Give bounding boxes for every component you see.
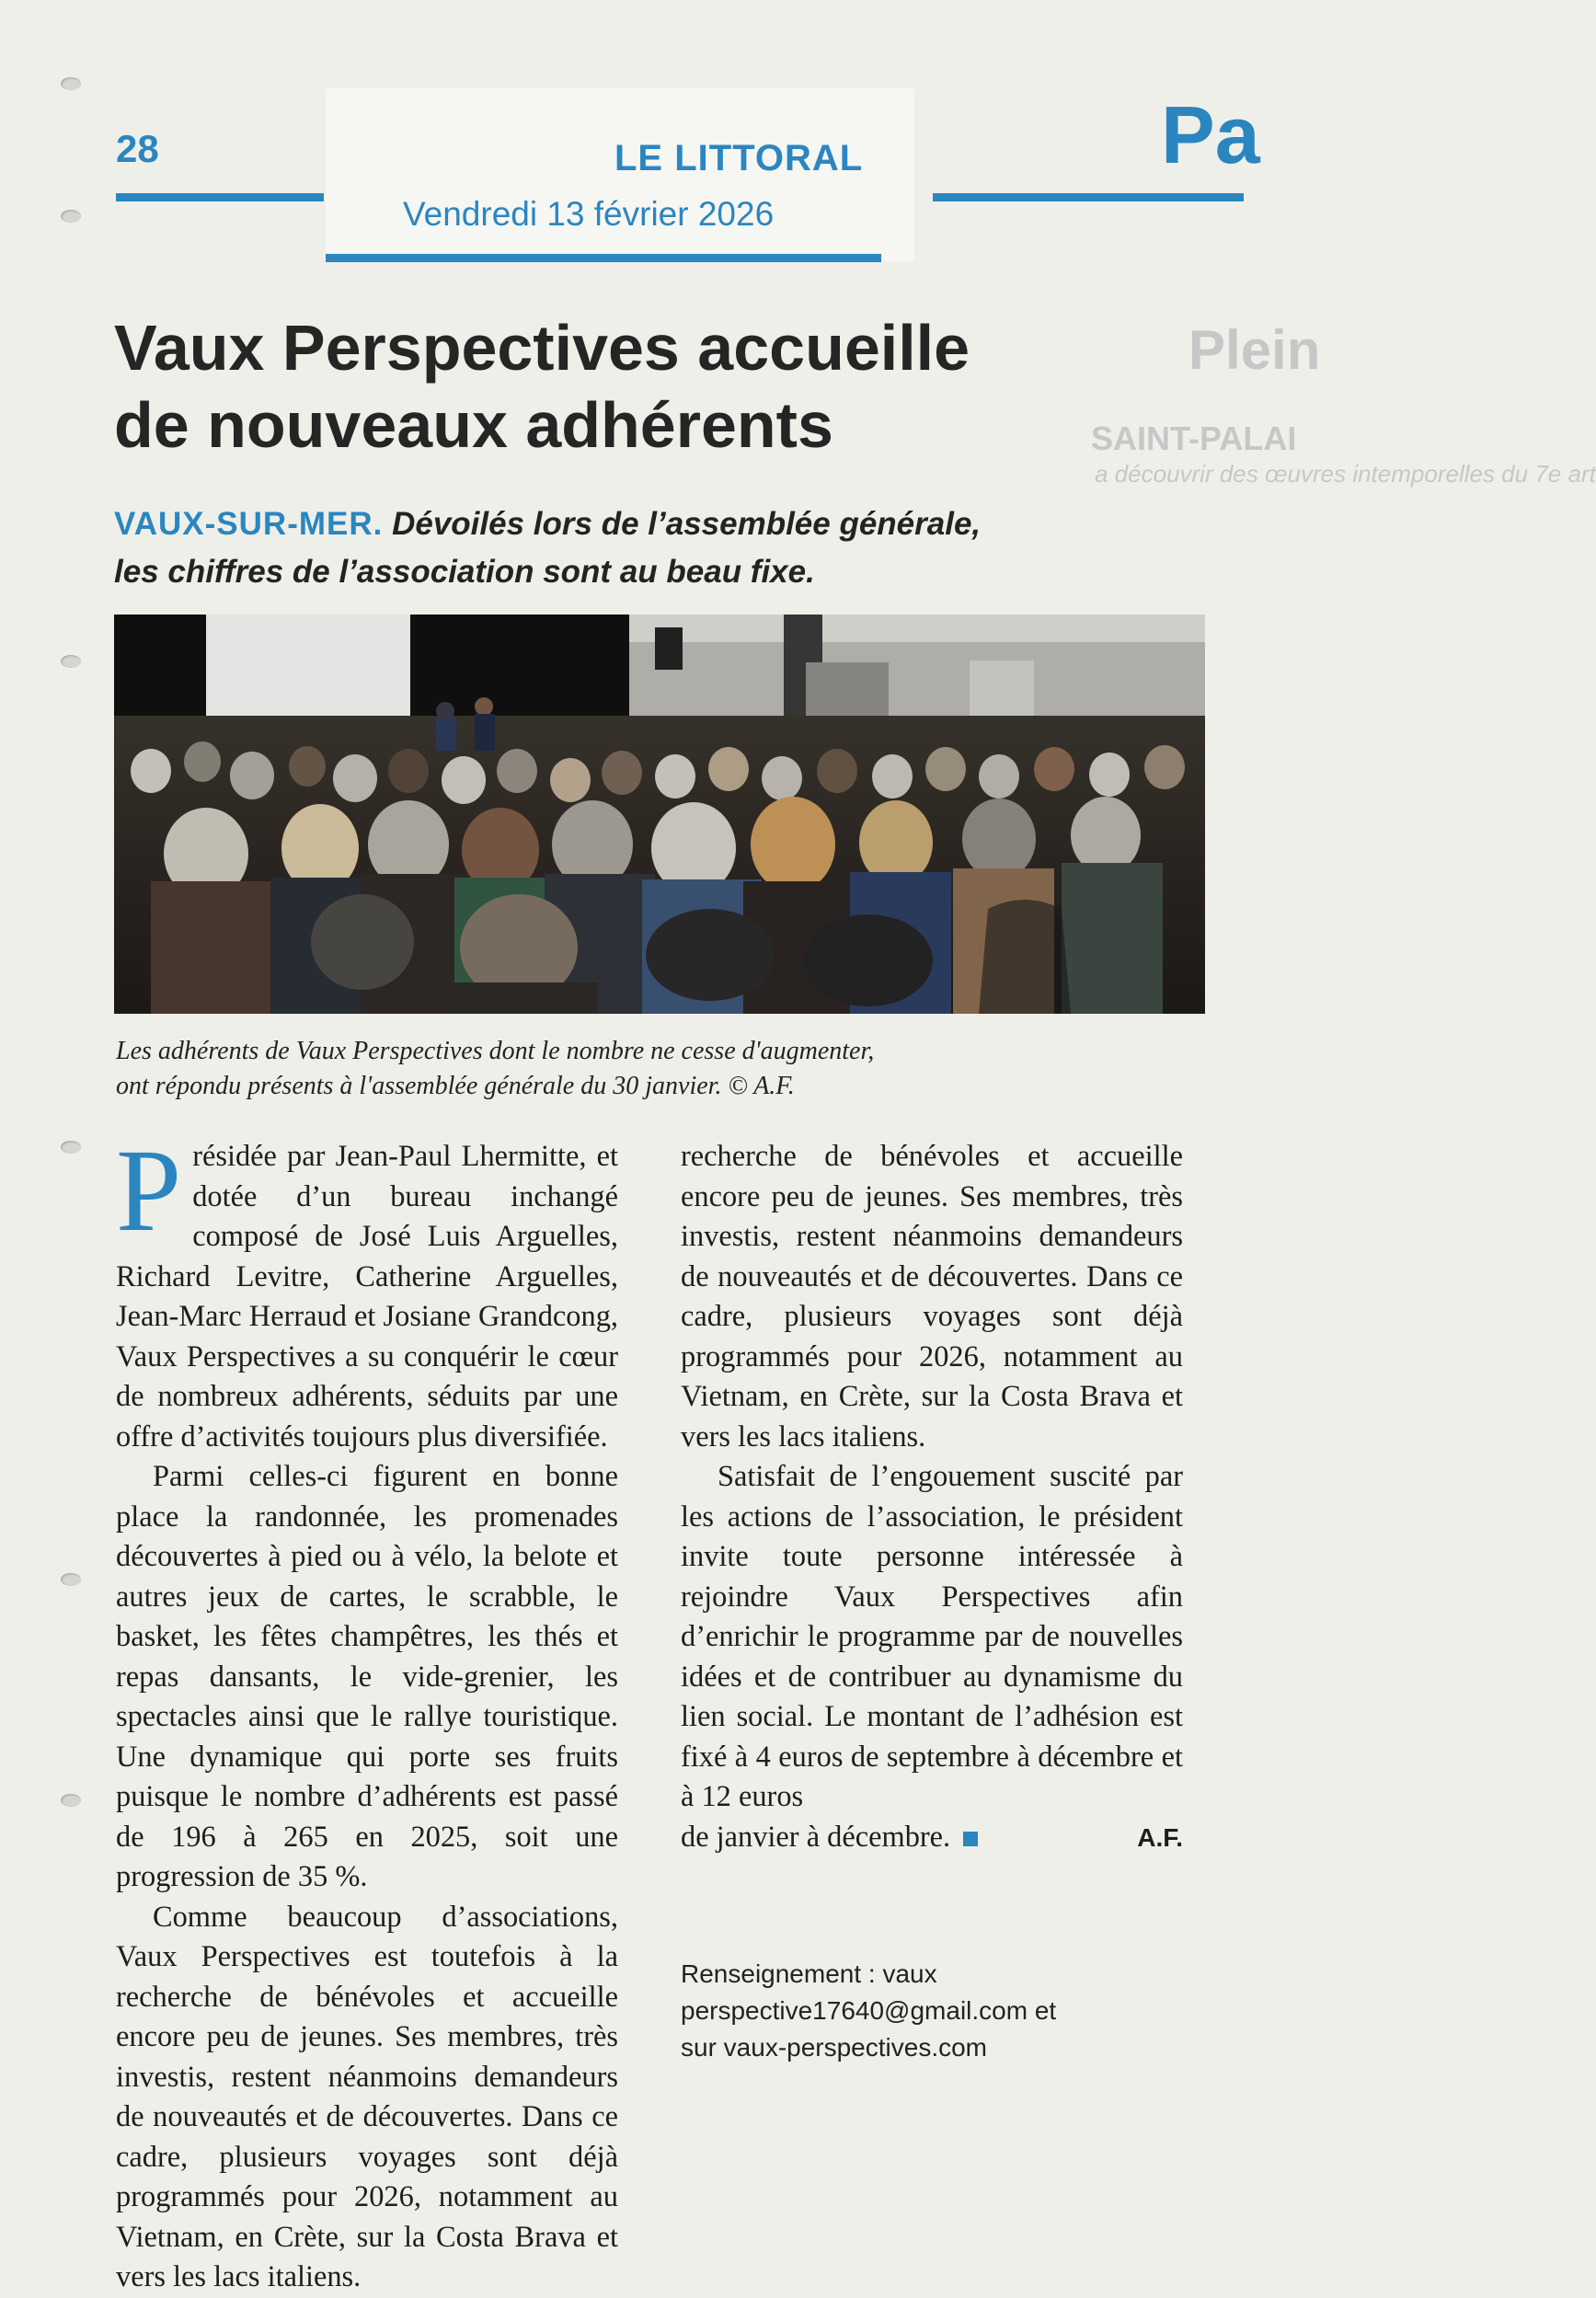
info-box xyxy=(681,1956,1196,2066)
info-line: Renseignement : vaux xyxy=(681,1959,937,1988)
article-photo xyxy=(114,615,1205,1014)
page-number: 28 xyxy=(116,127,159,170)
paragraph-end: de janvier à décembre. xyxy=(681,1820,951,1854)
contact-email: perspective17640@gmail.com et xyxy=(681,1996,1057,2025)
author-initials: A.F. xyxy=(1137,1822,1183,1852)
caption-line: ont répondu présents à l'assemblée générale du 30 janvier. © A.F. xyxy=(116,1072,795,1100)
assembly-photo xyxy=(114,615,1205,1014)
article-column-2 xyxy=(681,1137,1183,1857)
header-rule-right xyxy=(933,193,1244,201)
header-rule-under-date xyxy=(326,254,881,262)
photo-caption xyxy=(116,1034,1201,1104)
lede-text: les chiffres de l’association sont au beau fixe. xyxy=(114,554,815,590)
article-end-row xyxy=(681,1818,1183,1858)
newspaper-name: LE LITTORAL xyxy=(614,138,864,178)
bleed-through-text: SAINT-PALAI xyxy=(1091,419,1297,457)
paragraph: Parmi celles-ci figurent en bonne place la randonnée, les promenades découvertes à pied ou à vélo, la belote et autres jeux de cartes, le scrabble, le basket, les fêtes champêtres, les thés et repas dansants, le vide-grenier, les spectacles ainsi que le rallye touristique. Une dynamique qui porte ses fruits puisque le nombre d’adhérents est passé de 196 à 265 en 2025, soit une progression de 35 %. xyxy=(116,1460,618,1893)
paragraph-continuation: recherche de bénévoles et accueille encore peu de jeunes. Ses membres, très investis, restent néanmoins demandeurs de nouveautés et de découvertes. Dans ce cadre, plusieurs voyages sont déjà programmés pour 2026, notamment au Vietnam, en Crète, sur la Costa Brava et vers les lacs italiens. xyxy=(681,1140,1183,1453)
article-lede xyxy=(114,500,1218,596)
end-of-article-square-icon xyxy=(963,1832,978,1846)
contact-website: sur vaux-perspectives.com xyxy=(681,2033,988,2062)
lede-text: Dévoilés lors de l’assemblée générale, xyxy=(392,506,982,542)
header-rule-left xyxy=(116,193,324,201)
drop-cap: P xyxy=(116,1125,182,1256)
adjacent-page-title: Pa xyxy=(1161,89,1260,180)
caption-line: Les adhérents de Vaux Perspectives dont le nombre ne cesse d'augmenter, xyxy=(116,1037,875,1065)
article-column-1 xyxy=(116,1125,618,2293)
paragraph xyxy=(116,1125,618,1457)
dateline-place: VAUX-SUR-MER. xyxy=(114,506,384,542)
issue-date: Vendredi 13 février 2026 xyxy=(403,195,775,233)
bleed-through-text: Plein xyxy=(1188,319,1321,381)
paragraph: Comme beaucoup d’associations, Vaux Perspectives est toutefois à la recherche de bénévoles et accueille encore peu de jeunes. Ses membres, très investis, restent néanmoins demandeurs de nouveautés et de découvertes. Dans ce cadre, plusieurs voyages sont déjà programmés pour 2026, notamment au Vietnam, en Crète, sur la Costa Brava et vers les lacs italiens. xyxy=(116,1900,618,2293)
title-line: de nouveaux adhérents xyxy=(114,389,833,461)
paragraph-text: résidée par Jean-Paul Lhermitte, et dotée d’un bureau inchangé composé de José Luis Arguelles, Richard Levitre, Catherine Arguelles, Jean-Marc Herraud et Josiane Grandcong, Vaux Perspectives a su conquérir le cœur de nombreux adhérents, séduits par une offre d’activités toujours plus diversifiée. xyxy=(116,1140,618,1453)
bleed-through-text: a découvrir des œuvres intemporelles du 7e art xyxy=(1095,460,1596,488)
title-line: Vaux Perspectives accueille xyxy=(114,312,970,384)
paragraph: Satisfait de l’engouement suscité par les actions de l’association, le président invite toute personne intéressée à rejoindre Vaux Perspectives afin d’enrichir le programme par de nouvelles idées et de contribuer au dynamisme du lien social. Le montant de l’adhésion est fixé à 4 euros de septembre à décembre et à 12 euros xyxy=(681,1460,1183,1813)
article-title xyxy=(114,309,1144,464)
